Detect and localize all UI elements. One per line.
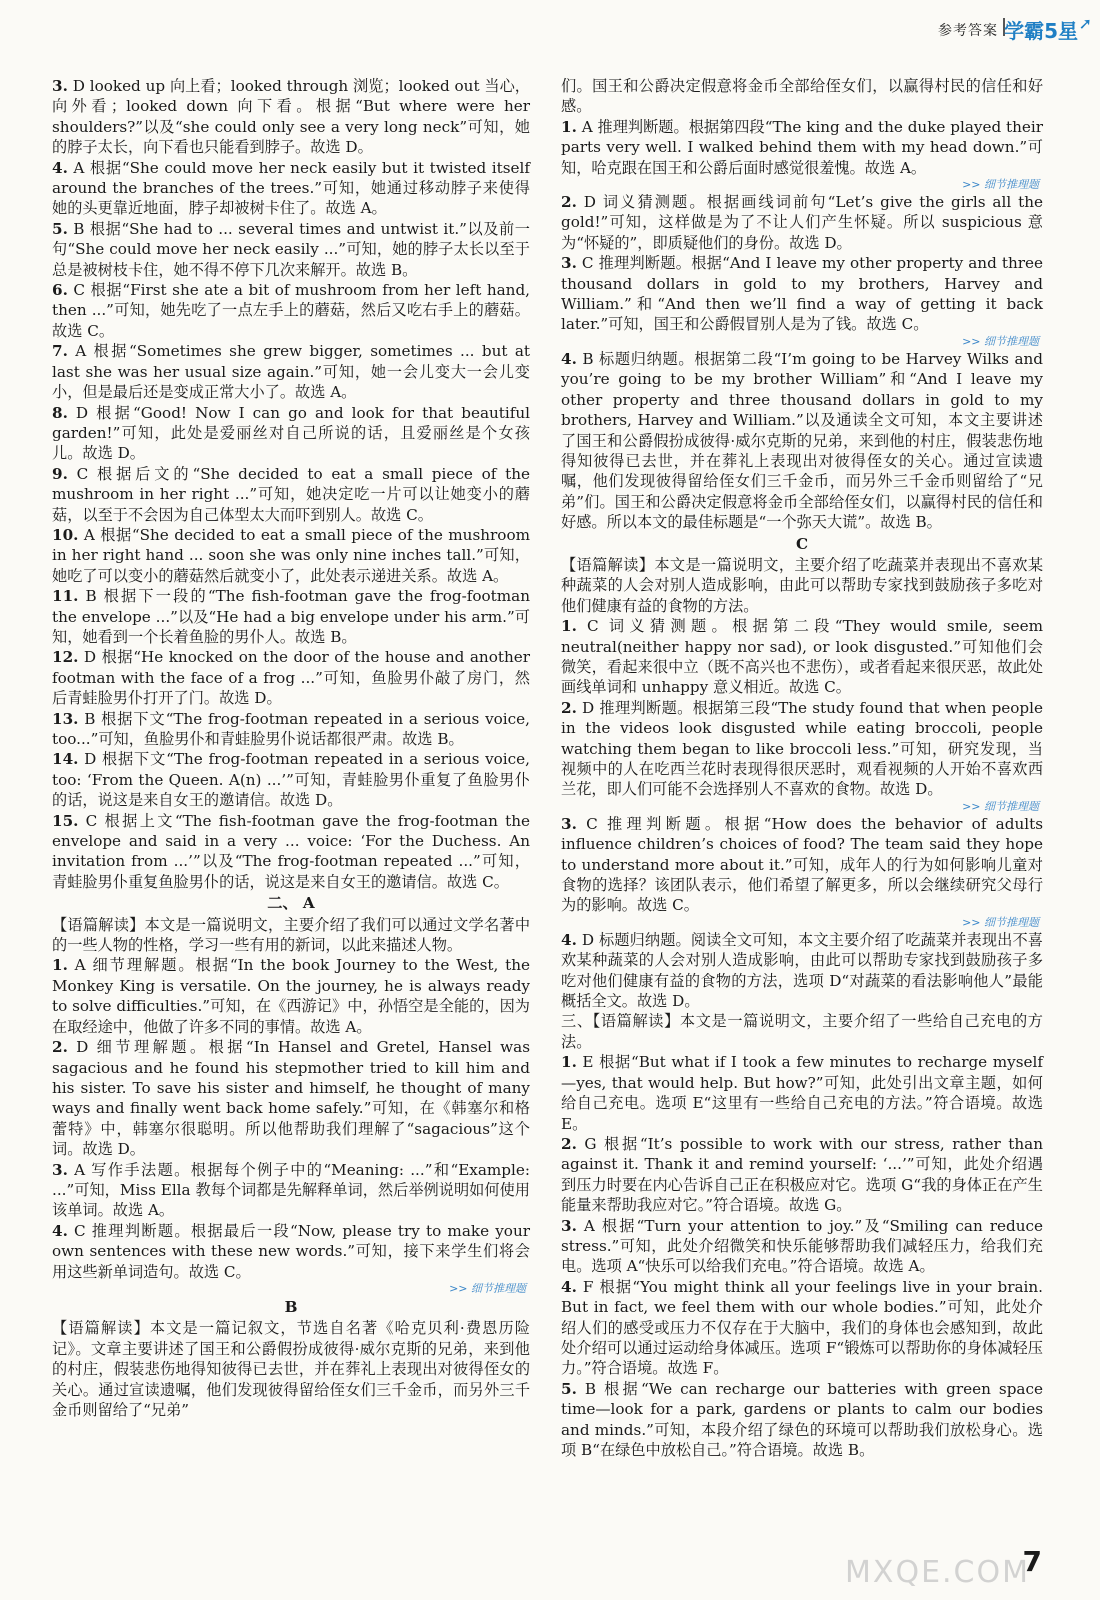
answer-text: C 词义猜测题。根据第二段“They would smile, seem neutral(neither happy nor sad), or look disgusted.”可知他们会微笑，看起来很中立（既不高兴也不悲伤），或者看起来很厌恶，故此处画线单词和 unhappy 意义相近。故选 C。	[561, 617, 1043, 697]
answer-paragraph	[561, 930, 1043, 1012]
question-number: 15.	[52, 811, 79, 830]
question-number: 14.	[52, 750, 79, 769]
question-number: 1.	[561, 617, 577, 636]
question-number: 2.	[561, 698, 577, 717]
brand-arrow-icon: ➚	[1078, 14, 1092, 33]
answer-text: D 标题归纳题。阅读全文可知，本文主要介绍了吃蔬菜并表现出不喜欢某种蔬菜的人会对别人造成影响，由此可以帮助专家找到鼓励孩子多吃对他们健康有益的食物的方法，选项 D“对蔬菜的看法影响他人”最能概括全文。故选 D。	[561, 930, 1043, 1011]
question-number: 6.	[52, 281, 68, 300]
answer-paragraph	[52, 955, 530, 1037]
answer-text: E 根据“But what if I took a few minutes to recharge myself—yes, that would help. But how?”可知，此处引出文章主题，如何给自己充电。选项 E“这里有一些给自己充电的方法。”符合语境。故选 E。	[561, 1053, 1043, 1133]
answer-text: A 细节理解题。根据“In the book Journey to the West, the Monkey King is versatile. On the journey, he is always ready to solve difficulties.”可知，在《西游记》中，孙悟空是全能的，因为在取经途中，他做了许多不同的事情。故选 A。	[52, 956, 530, 1036]
answer-text: D 细节理解题。根据“In Hansel and Gretel, Hansel was sagacious and he found his stepmother tried to kill him and his sister. To save his sister and himself, he thought of many ways and finally went back home safely.”可知，在《韩塞尔和格蕾特》中，韩塞尔很聪明。所以他帮助我们理解了“sagacious”这个词。故选 D。	[52, 1038, 530, 1159]
answer-text: D 根据下文“The frog-footman repeated in a serious voice, too: ‘From the Queen. A(n) ...’”可知，青蛙脸男仆重复了鱼脸男仆的话，说这是来自女王的邀请信。故选 D。	[52, 750, 530, 810]
question-number: 4.	[561, 349, 577, 368]
answer-text: A 根据“Sometimes she grew bigger, sometimes ... but at last she was her usual size again.”可知，她一会儿变大一会儿变小，但是最后还是变成正常大小了。故选 A。	[52, 342, 530, 402]
answer-paragraph	[52, 158, 530, 219]
question-number: 3.	[561, 1216, 577, 1235]
answer-text: G 根据“It’s possible to work with our stress, rather than against it. Thank it and remind yourself: ‘...’”可知，此处介绍遇到压力时要在内心告诉自己正在积极应对它。选项 G“我的身体正在产生能量来帮助我应对它。”符合语境。故选 G。	[561, 1134, 1043, 1215]
answer-text: B 根据下文“The frog-footman repeated in a serious voice, too...”可知，鱼脸男仆和青蛙脸男仆说话都很严肃。故选 B。	[52, 709, 530, 748]
answer-text: D 根据“Good! Now I can go and look for that beautiful garden!”可知，此处是爱丽丝对自己所说的话，且爱丽丝是个女孩儿。故选 D。	[52, 403, 530, 463]
answer-paragraph	[561, 1052, 1043, 1134]
answer-text: C 根据上文“The fish-footman gave the frog-footman the envelope and said in a very ... voice: ‘For the Duchess. An invitation from ...’”以及“The frog-footman repeated ...”可知，青蛙脸男仆重复鱼脸男仆的话，说这是来自女王的邀请信。故选 C。	[52, 811, 530, 891]
question-number: 8.	[52, 403, 68, 422]
brand-logo: 学霸5星	[1004, 19, 1078, 43]
detail-tag: >> 细节推理题	[449, 1281, 526, 1295]
question-number: 10.	[52, 525, 79, 544]
header-reference-label: 参考答案	[938, 23, 998, 39]
detail-tag: >> 细节推理题	[962, 178, 1039, 192]
answer-paragraph	[52, 219, 530, 280]
answer-paragraph	[561, 814, 1043, 916]
section-heading: B	[284, 1297, 298, 1316]
answer-paragraph	[561, 1216, 1043, 1277]
question-number: 4.	[561, 930, 577, 949]
answer-paragraph	[52, 341, 530, 402]
question-number: 5.	[52, 219, 68, 238]
answer-paragraph	[52, 709, 530, 750]
answer-paragraph	[561, 555, 1043, 616]
question-number: 3.	[52, 77, 68, 95]
answer-text: 【语篇解读】本文是一篇说明文，主要介绍了吃蔬菜并表现出不喜欢某种蔬菜的人会对别人造成影响，由此可以帮助专家找到鼓励孩子多吃对他们健康有益的食物的方法。	[561, 555, 1043, 615]
page-header	[0, 0, 1100, 50]
answer-paragraph	[52, 915, 530, 956]
answer-paragraph	[561, 1134, 1043, 1216]
answer-paragraph	[561, 76, 1043, 117]
question-number: 3.	[561, 814, 577, 833]
answer-paragraph	[561, 253, 1043, 335]
answer-text: B 根据“We can recharge our batteries with green space time—look for a park, gardens or plants to calm our bodies and minds.”可知，本段介绍了绿色的环境可以帮助我们放松身心。选项 B“在绿色中放松自己。”符合语境。故选 B。	[561, 1379, 1043, 1459]
question-number: 12.	[52, 648, 79, 667]
answer-text: C 根据“First she ate a bit of mushroom from her left hand, then ...”可知，她先吃了一点左手上的蘑菇，然后又吃右手上的蘑菇。故选 C。	[52, 281, 530, 340]
answer-text: B 根据下一段的“The fish-footman gave the frog-footman the envelope ...”以及“He had a big envelope under his arm.”可知，她看到一个长着鱼脸的男仆人。故选 B。	[52, 587, 530, 646]
answer-paragraph	[52, 403, 530, 464]
answer-paragraph	[52, 76, 530, 158]
answer-text: D looked up 向上看；looked through 浏览；looked out 当心，向外看；looked down 向下看。根据“But where were her shoulders?”以及“she could only see a very long neck”可知，她的脖子太长，向下看也只能看到脖子。故选 D。	[52, 77, 530, 157]
answer-text: A 写作手法题。根据每个例子中的“Meaning: ...”和“Example: ...”可知，Miss Ella 教每个词都是先解释单词，然后举例说明如何使用该单词。故选 A。	[52, 1160, 530, 1220]
answer-paragraph	[561, 1277, 1043, 1379]
answer-text: 【语篇解读】本文是一篇记叙文，节选自名著《哈克贝利·费恩历险记》。文章主要讲述了国王和公爵假扮成彼得·威尔克斯的兄弟，来到他的村庄，假装悲伤地得知彼得已去世，并在葬礼上表现出对彼得侄女的关心。通过宣读遗嘱，他们发现彼得留给侄女们三千金币，而另外三千金币则留给了“兄弟”	[52, 1319, 530, 1419]
answer-text: D 推理判断题。根据第三段“The study found that when people in the videos look disgusted while eating broccoli, people watching them began to like broccoli less.”可知，研究发现，当视频中的人在吃西兰花时表现得很厌恶时，观看视频的人开始不喜欢西兰花，即人们可能不会选择别人不喜欢的食物。故选 D。	[561, 698, 1043, 799]
answer-paragraph	[52, 1221, 530, 1282]
answer-text: C 推理判断题。根据“How does the behavior of adults influence children’s choices of food? The team said they hope to understand more about it.”可知，成年人的行为如何影响儿童对食物的选择？该团队表示，他们希望了解更多，所以会继续研究父母行为的影响。故选 C。	[561, 814, 1043, 915]
answer-paragraph	[52, 811, 530, 893]
answer-text: A 推理判断题。根据第四段“The king and the duke played their parts very well. I walked behind them with my head down.”可知，哈克跟在国王和公爵后面时感觉很羞愧。故选 A。	[561, 117, 1043, 177]
question-number: 4.	[52, 158, 68, 177]
question-number: 5.	[561, 1379, 577, 1398]
answer-paragraph	[52, 280, 530, 341]
answer-text: B 标题归纳题。根据第二段“I’m going to be Harvey Wilks and you’re going to be my brother William”和“And I leave my other property and three thousand dollars in gold to my brothers, Harvey and William.”以及通读全文可知，本文主要讲述了国王和公爵假扮成彼得·威尔克斯的兄弟，来到他的村庄，假装悲伤地得知彼得已去世，并在葬礼上表现出对彼得侄女的关心。通过宣读遗嘱，他们发现彼得留给侄女们三千金币，而另外三千金币则留给了“兄弟”们。国王和公爵决定假意将金币全部给侄女们，以赢得村民的信任和好感。所以本文的最佳标题是“一个弥天大谎”。故选 B。	[561, 349, 1043, 532]
question-number: 2.	[52, 1038, 68, 1057]
question-number: 3.	[561, 254, 577, 273]
answer-paragraph	[561, 698, 1043, 800]
answer-text: 们。国王和公爵决定假意将金币全部给侄女们，以赢得村民的信任和好感。	[561, 77, 1043, 116]
answer-paragraph	[52, 1037, 530, 1159]
answer-text: D 词义猜测题。根据画线词前句“Let’s give the girls all the gold!”可知，这样做是为了不让人们产生怀疑。所以 suspicious 意为“怀疑的”，即质疑他们的身份。故选 D。	[561, 193, 1043, 252]
left-column	[52, 76, 530, 1420]
answer-text: 【语篇解读】本文是一篇说明文，主要介绍了我们可以通过文学名著中的一些人物的性格，学习一些有用的新词，以此来描述人物。	[52, 915, 530, 955]
question-number: 11.	[52, 587, 79, 606]
question-number: 13.	[52, 709, 79, 728]
question-number: 9.	[52, 464, 68, 483]
answer-text: A 根据“Turn your attention to joy.”及“Smiling can reduce stress.”可知，此处介绍微笑和快乐能够帮助我们减轻压力，给我们充电。选项 A“快乐可以给我们充电。”符合语境。故选 A。	[561, 1216, 1043, 1276]
answer-paragraph	[52, 525, 530, 586]
answer-paragraph	[52, 1318, 530, 1420]
answer-paragraph	[561, 192, 1043, 253]
answer-text: B 根据“She had to ... several times and untwist it.”以及前一句“She could move her neck easily ...”可知，她的脖子太长以至于总是被树枝卡住，她不得不停下几次来解开。故选 B。	[52, 219, 530, 279]
answer-text: 三、【语篇解读】本文是一篇说明文，主要介绍了一些给自己充电的方法。	[561, 1012, 1043, 1051]
question-number: 1.	[561, 117, 577, 136]
watermark: MXQE.COM	[845, 1555, 1030, 1590]
answer-text: C 根据后文的“She decided to eat a small piece of the mushroom in her right ...”可知，她决定吃一片可以让她变小的蘑菇，以至于不会因为自己体型太大而吓到别人。故选 C。	[52, 464, 530, 524]
answer-text: C 推理判断题。根据“And I leave my other property and three thousand dollars in gold to my brothers, Harvey and William.”和“And then we’ll find a way of getting it back later.”可知，国王和公爵假冒别人是为了钱。故选 C。	[561, 254, 1043, 334]
section-heading: C	[795, 534, 809, 553]
answer-text: A 根据“She decided to eat a small piece of the mushroom in her right hand ... soon she was only nine inches tall.”可知，她吃了可以变小的蘑菇然后就变小了，此处表示递进关系。故选 A。	[52, 525, 530, 585]
answer-paragraph	[52, 586, 530, 647]
answer-text: F 根据“You might think all your feelings live in your brain. But in fact, we feel them with our whole bodies.”可知，此处介绍人们的感受或压力不仅存在于大脑中，我们的身体也会感知到，故此处介绍可以通过运动给身体减压。选项 F“锻炼可以帮助你的身体减轻压力。”符合语境。故选 F。	[561, 1277, 1043, 1378]
answer-paragraph	[52, 749, 530, 810]
question-number: 1.	[52, 956, 68, 975]
question-number: 3.	[52, 1160, 68, 1179]
question-number: 7.	[52, 342, 68, 361]
question-number: 2.	[561, 1134, 577, 1153]
answer-paragraph	[52, 1160, 530, 1221]
question-number: 4.	[52, 1221, 68, 1240]
detail-tag: >> 细节推理题	[962, 799, 1039, 813]
detail-tag: >> 细节推理题	[962, 334, 1039, 348]
answer-paragraph	[52, 647, 530, 708]
right-column	[561, 76, 1043, 1460]
answer-paragraph	[52, 464, 530, 525]
answer-paragraph	[561, 616, 1043, 698]
answer-paragraph	[561, 1011, 1043, 1052]
answer-paragraph	[561, 117, 1043, 178]
page-number: 7	[1022, 1545, 1042, 1578]
detail-tag: >> 细节推理题	[962, 915, 1039, 929]
answer-text: A 根据“She could move her neck easily but it twisted itself around the branches of the trees.”可知，她通过移动脖子来使得她的头更靠近地面，脖子却被树卡住了。故选 A。	[52, 158, 530, 218]
question-number: 4.	[561, 1277, 577, 1296]
answer-text: C 推理判断题。根据最后一段“Now, please try to make your own sentences with these new words.”可知，接下来学生们将会用这些新单词造句。故选 C。	[52, 1221, 530, 1281]
answer-text: D 根据“He knocked on the door of the house and another footman with the face of a frog ...”可知，鱼脸男仆敲了房门，然后青蛙脸男仆打开了门。故选 D。	[52, 648, 530, 708]
answer-paragraph	[561, 349, 1043, 533]
section-heading: 二、 A	[267, 894, 315, 913]
question-number: 2.	[561, 193, 577, 212]
answer-paragraph	[561, 1379, 1043, 1461]
question-number: 1.	[561, 1053, 577, 1072]
